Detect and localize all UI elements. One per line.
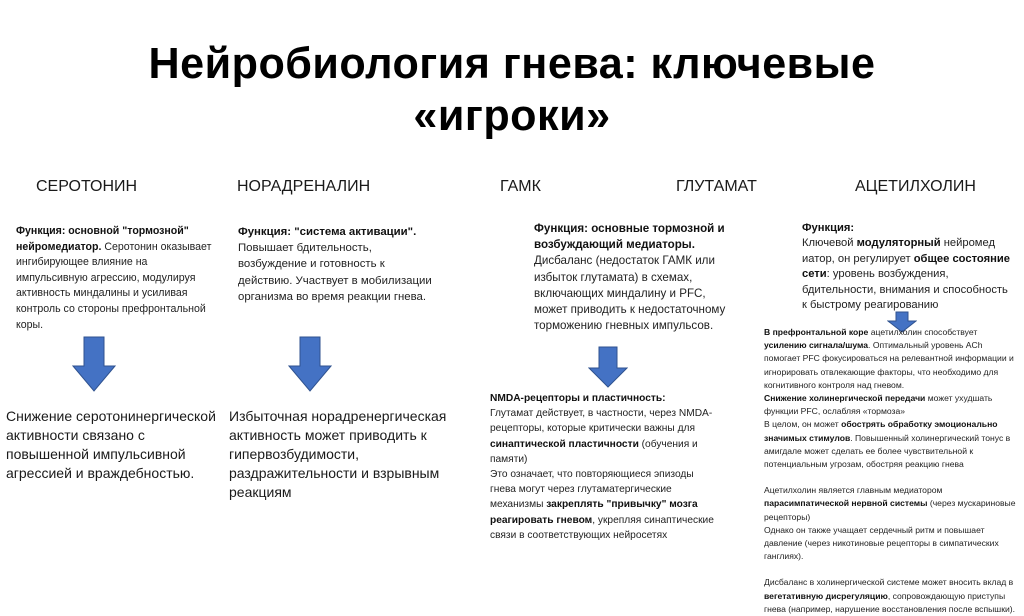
acetylcholine-function-text-a: Ключевой xyxy=(802,237,857,250)
detail-text: может ухудшать функции PFC, ослабляя «тормоза» xyxy=(764,393,993,417)
down-arrow-icon xyxy=(72,336,116,392)
header-serotonin: СЕРОТОНИН xyxy=(36,178,138,195)
header-glutamate: ГЛУТАМАТ xyxy=(676,178,757,195)
serotonin-function-label: Функция: основной "тормозной" нейромедиатор. xyxy=(16,225,189,253)
gaba-glutamate-function xyxy=(534,221,734,334)
nmda-text: Глутамат действует, в частности, через NMDA-рецепторы, которые критически важны для xyxy=(490,408,713,435)
acetylcholine-detail-p3 xyxy=(764,418,1020,471)
detail-text: Ацетилхолин является главным медиатором xyxy=(764,485,943,496)
serotonin-function xyxy=(16,224,212,333)
detail-bold: парасимпатической нервной системы xyxy=(764,498,928,509)
noradrenaline-function-text: Повышает бдительность, возбуждение и готовность к действию. Участвует в мобилизации организма во время реакции гнева. xyxy=(238,242,432,303)
slide-title xyxy=(10,38,1014,142)
nmda-text: Это означает, что повторяющиеся эпизоды гнева могут через глутаматергические механизмы xyxy=(490,469,694,511)
detail-bold: усилению сигнала/шума xyxy=(764,340,869,351)
acetylcholine-detail-p5: Однако он также учащает сердечный ритм и повышает давление (через никотиновые рецепторы в симпатических ганглиях). xyxy=(764,524,999,562)
detail-text: В целом, он может xyxy=(764,419,842,430)
detail-bold: В префронтальной коре xyxy=(764,327,869,337)
acetylcholine-detail-p1 xyxy=(764,326,1020,392)
nmda-bold: закреплять "привычку" мозга реагировать гневом xyxy=(490,499,698,526)
slide-title-line-1: Нейробиология гнева: ключевые xyxy=(148,39,876,88)
acetylcholine-detail xyxy=(764,326,1020,616)
acetylcholine-function xyxy=(802,221,1014,313)
serotonin-function-text: Серотонин оказывает ингибирующее влияние на импульсивную агрессию, модулируя активность миндалины и усиливая контроль со стороны префронтальной коры. xyxy=(16,240,212,331)
detail-bold: Снижение холинергической передачи xyxy=(764,393,926,404)
acetylcholine-function-bold-d: общее состояние сети xyxy=(802,252,1010,281)
acetylcholine-function-bold-b: модуляторный xyxy=(856,237,941,250)
nmda-section xyxy=(490,391,720,543)
slide-title-line-2: «игроки» xyxy=(413,91,611,140)
detail-text: . Повышенный холинергический тонус в амигдале может сделать ее более чувствительной к потенциальным угрозам, обостряя реакцию гнева xyxy=(764,432,1011,470)
acetylcholine-function-text-e: : уровень возбуждения, бдительности, внимания и способность к быстрому реагированию xyxy=(802,268,1008,312)
detail-text: , сопровождающую приступы гнева (например, нарушение восстановления после вспышки). xyxy=(764,590,1015,614)
gaba-glutamate-function-text: Дисбаланс (недостаток ГАМК или избыток глутамата) в схемах, включающих миндалину и PFC, может приводить к недостаточному торможению гневных импульсов. xyxy=(534,254,726,333)
gaba-glutamate-function-label: Функция: основные тормозной и возбуждающий медиаторы. xyxy=(534,222,725,252)
nmda-bold: синаптической пластичности xyxy=(490,438,639,450)
detail-bold: вегетативную дисрегуляцию xyxy=(764,590,888,601)
down-arrow-icon xyxy=(588,346,628,388)
header-gaba: ГАМК xyxy=(500,178,541,195)
header-noradrenaline: НОРАДРЕНАЛИН xyxy=(237,178,371,195)
noradrenaline-function-label: Функция: "система активации". xyxy=(238,226,417,238)
acetylcholine-function-label: Функция: xyxy=(802,222,855,234)
acetylcholine-function-text-c: нейромед иатор, он регулирует xyxy=(802,237,995,265)
detail-text: Дисбаланс в холинергической системе может вносить вклад в xyxy=(764,577,1014,588)
detail-text: (через мускариновые рецепторы) xyxy=(764,498,1016,522)
noradrenaline-result: Избыточная норадренергическая активность может приводить к гипервозбудимости, раздражительности и взрывным реакциям xyxy=(229,408,447,500)
acetylcholine-detail-p2 xyxy=(764,392,1020,418)
serotonin-result: Снижение серотонинергической активности связано с повышенной импульсивной агрессией и враждебностью. xyxy=(6,408,216,481)
noradrenaline-function xyxy=(238,224,432,305)
nmda-text: , укрепляя синаптические связи в соответствующих нейросетях xyxy=(490,514,714,541)
detail-text: ацетилхолин способствует xyxy=(868,327,978,337)
down-arrow-icon xyxy=(288,336,332,392)
nmda-text: (обучения и памяти) xyxy=(490,438,698,465)
detail-text: . Оптимальный уровень ACh помогает PFC фокусироваться на релевантной информации и игнорировать отвлекающие факторы, что необходимо для когнитивного контроля над гневом. xyxy=(764,340,1014,390)
acetylcholine-detail-p4 xyxy=(764,484,1020,524)
header-acetylcholine: АЦЕТИЛХОЛИН xyxy=(855,178,976,195)
nmda-title: NMDA-рецепторы и пластичность: xyxy=(490,393,666,404)
acetylcholine-detail-p6 xyxy=(764,576,1020,616)
detail-bold: обострять обработку эмоционально значимых стимулов xyxy=(764,419,998,443)
